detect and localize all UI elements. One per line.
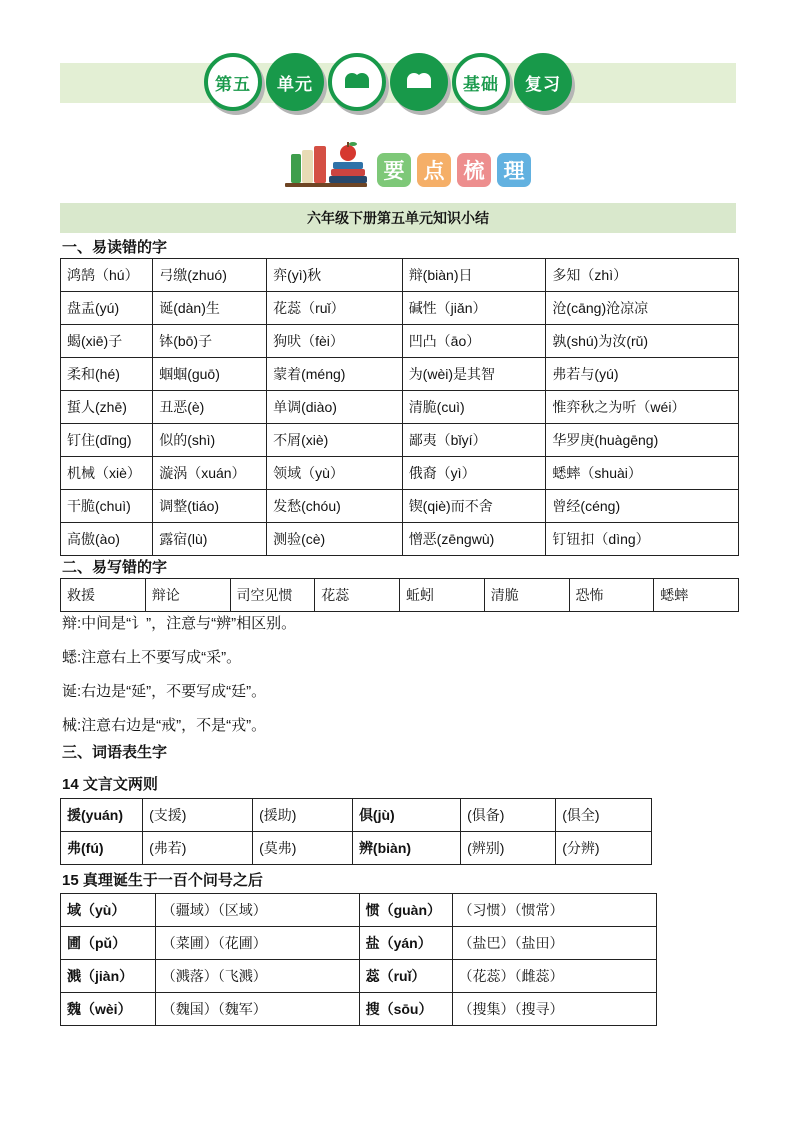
table-cell: 俄裔（yì） — [402, 457, 546, 490]
table-cell: 高傲(ào) — [61, 523, 153, 556]
table-cell: 发愁(chóu) — [267, 490, 403, 523]
table-row — [61, 424, 739, 457]
banner-badges — [204, 53, 572, 111]
table-cell: 弗(fú) — [61, 832, 143, 865]
note-dan: 诞:右边是“延”，不要写成“廷”。 — [62, 683, 267, 700]
lesson14-heading: 14 文言文两则 — [62, 776, 158, 793]
note-bian: 辩:中间是“讠”，注意与“辨”相区别。 — [62, 615, 297, 632]
table-cell: （菜圃）（花圃） — [155, 927, 359, 960]
table-cell: 诞(dàn)生 — [153, 292, 267, 325]
badge-basics: 基础 — [452, 53, 510, 111]
table-cell: 恐怖 — [569, 579, 654, 612]
table-row — [61, 292, 739, 325]
cloud-icon — [404, 71, 434, 94]
table-cell: （盐巴）（盐田） — [452, 927, 656, 960]
table-cell: 救援 — [61, 579, 146, 612]
lesson14-vocab-table — [60, 798, 652, 865]
table-cell: 漩涡（xuán） — [153, 457, 267, 490]
books-stack-icon — [283, 136, 377, 193]
table-cell: 为(wèi)是其智 — [402, 358, 546, 391]
table-cell: 单调(diào) — [267, 391, 403, 424]
table-cell: 机械（xiè） — [61, 457, 153, 490]
table-row — [61, 579, 739, 612]
table-cell: 盐（yán） — [359, 927, 452, 960]
table-cell: 孰(shú)为汝(rǔ) — [546, 325, 739, 358]
table-cell: 钵(bō)子 — [153, 325, 267, 358]
key-points-tiles — [377, 153, 531, 187]
badge-cloud-outline — [328, 53, 386, 111]
table-cell: 柔和(hé) — [61, 358, 153, 391]
table-cell: 辨(biàn) — [352, 832, 460, 865]
table-cell: 魏（wèi） — [61, 993, 156, 1026]
note-xie: 械:注意右边是“戒”，不是“戎”。 — [62, 717, 267, 734]
table-cell: 似的(shì) — [153, 424, 267, 457]
table-cell: 蝈蝈(guō) — [153, 358, 267, 391]
table-cell: 鄙夷（bǐyí） — [402, 424, 546, 457]
table-cell: 曾经(céng) — [546, 490, 739, 523]
table-cell: 干脆(chuì) — [61, 490, 153, 523]
tile-shu: 梳 — [457, 153, 491, 187]
table-cell: 测验(cè) — [267, 523, 403, 556]
table-cell: （溅落）（飞溅） — [155, 960, 359, 993]
table-cell: (分辨) — [556, 832, 652, 865]
table-cell: 华罗庚(huàgēng) — [546, 424, 739, 457]
badge-review: 复习 — [514, 53, 572, 111]
table-cell: 圃（pǔ） — [61, 927, 156, 960]
table-cell: 弓缴(zhuó) — [153, 259, 267, 292]
tile-li: 理 — [497, 153, 531, 187]
page-title: 六年级下册第五单元知识小结 — [60, 203, 736, 233]
table-row — [61, 391, 739, 424]
table-cell: 钉住(dīng) — [61, 424, 153, 457]
table-cell: (俱备) — [461, 799, 556, 832]
tile-yao: 要 — [377, 153, 411, 187]
table-cell: 搜（sōu） — [359, 993, 452, 1026]
table-cell: 钉钮扣（dìng） — [546, 523, 739, 556]
table-row — [61, 490, 739, 523]
miswritten-characters-table — [60, 578, 739, 612]
table-row — [61, 358, 739, 391]
table-cell: 沧(cāng)沧凉凉 — [546, 292, 739, 325]
table-cell: 花蕊（ruǐ） — [267, 292, 403, 325]
table-cell: 弗若与(yú) — [546, 358, 739, 391]
lesson15-vocab-table — [60, 893, 657, 1026]
table-cell: 弈(yì)秋 — [267, 259, 403, 292]
table-cell: 碱性（jiǎn） — [402, 292, 546, 325]
table-cell: 丑恶(è) — [153, 391, 267, 424]
table-cell: 鸿鹄（hú） — [61, 259, 153, 292]
table-cell: 狗吠（fèi） — [267, 325, 403, 358]
table-row — [61, 523, 739, 556]
table-row — [61, 927, 657, 960]
table-cell: 花蕊 — [315, 579, 400, 612]
table-cell: （魏国）（魏军） — [155, 993, 359, 1026]
section1-heading: 一、易读错的字 — [62, 239, 168, 256]
table-row — [61, 325, 739, 358]
table-cell: 蟋蟀（shuài） — [546, 457, 739, 490]
section3-heading: 三、词语表生字 — [62, 744, 168, 761]
table-cell: （疆域）（区域） — [155, 894, 359, 927]
table-cell: （习惯）（惯常） — [452, 894, 656, 927]
table-cell: 凹凸（āo） — [402, 325, 546, 358]
cloud-icon — [342, 71, 372, 94]
table-cell: 多知（zhì） — [546, 259, 739, 292]
badge-unit-number: 第五 — [204, 53, 262, 111]
table-cell: 盘盂(yú) — [61, 292, 153, 325]
lesson15-heading: 15 真理诞生于一百个问号之后 — [62, 872, 263, 889]
table-cell: (弗若) — [143, 832, 253, 865]
key-points-header — [283, 136, 531, 193]
table-cell: (俱全) — [556, 799, 652, 832]
note-xi: 蟋:注意右上不要写成“采”。 — [62, 649, 242, 666]
table-cell: 锲(qiè)而不舍 — [402, 490, 546, 523]
misread-characters-table — [60, 258, 739, 556]
badge-unit-word: 单元 — [266, 53, 324, 111]
table-cell: 惟弈秋之为听（wéi） — [546, 391, 739, 424]
table-cell: 惯（guàn） — [359, 894, 452, 927]
table-cell: 调整(tiáo) — [153, 490, 267, 523]
table-cell: 蕊（ruǐ） — [359, 960, 452, 993]
table-row — [61, 799, 652, 832]
badge-cloud-filled — [390, 53, 448, 111]
table-cell: (支援) — [143, 799, 253, 832]
table-cell: （搜集）（搜寻） — [452, 993, 656, 1026]
table-cell: 溅（jiàn） — [61, 960, 156, 993]
table-cell: 域（yù） — [61, 894, 156, 927]
table-cell: 蒙着(méng) — [267, 358, 403, 391]
table-cell: 辩(biàn)日 — [402, 259, 546, 292]
table-cell: 蝎(xiē)子 — [61, 325, 153, 358]
table-row — [61, 259, 739, 292]
table-cell: （花蕊）（雌蕊） — [452, 960, 656, 993]
table-row — [61, 993, 657, 1026]
table-cell: (莫弗) — [253, 832, 353, 865]
tile-dian: 点 — [417, 153, 451, 187]
section2-heading: 二、易写错的字 — [62, 559, 168, 576]
table-row — [61, 457, 739, 490]
table-cell: 蟋蟀 — [654, 579, 739, 612]
table-cell: (援助) — [253, 799, 353, 832]
table-cell: 清脆 — [484, 579, 569, 612]
table-cell: 俱(jù) — [352, 799, 460, 832]
table-cell: 司空见惯 — [230, 579, 315, 612]
table-cell: 援(yuán) — [61, 799, 143, 832]
table-row — [61, 960, 657, 993]
table-cell: 辩论 — [145, 579, 230, 612]
table-cell: 清脆(cuì) — [402, 391, 546, 424]
table-cell: 领域（yù） — [267, 457, 403, 490]
table-cell: 不屑(xiè) — [267, 424, 403, 457]
writing-notes — [62, 613, 296, 749]
table-cell: 露宿(lù) — [153, 523, 267, 556]
table-cell: (辨别) — [461, 832, 556, 865]
table-cell: 蜇人(zhē) — [61, 391, 153, 424]
table-cell: 蚯蚓 — [400, 579, 485, 612]
table-row — [61, 894, 657, 927]
table-row — [61, 832, 652, 865]
table-cell: 憎恶(zēngwù) — [402, 523, 546, 556]
